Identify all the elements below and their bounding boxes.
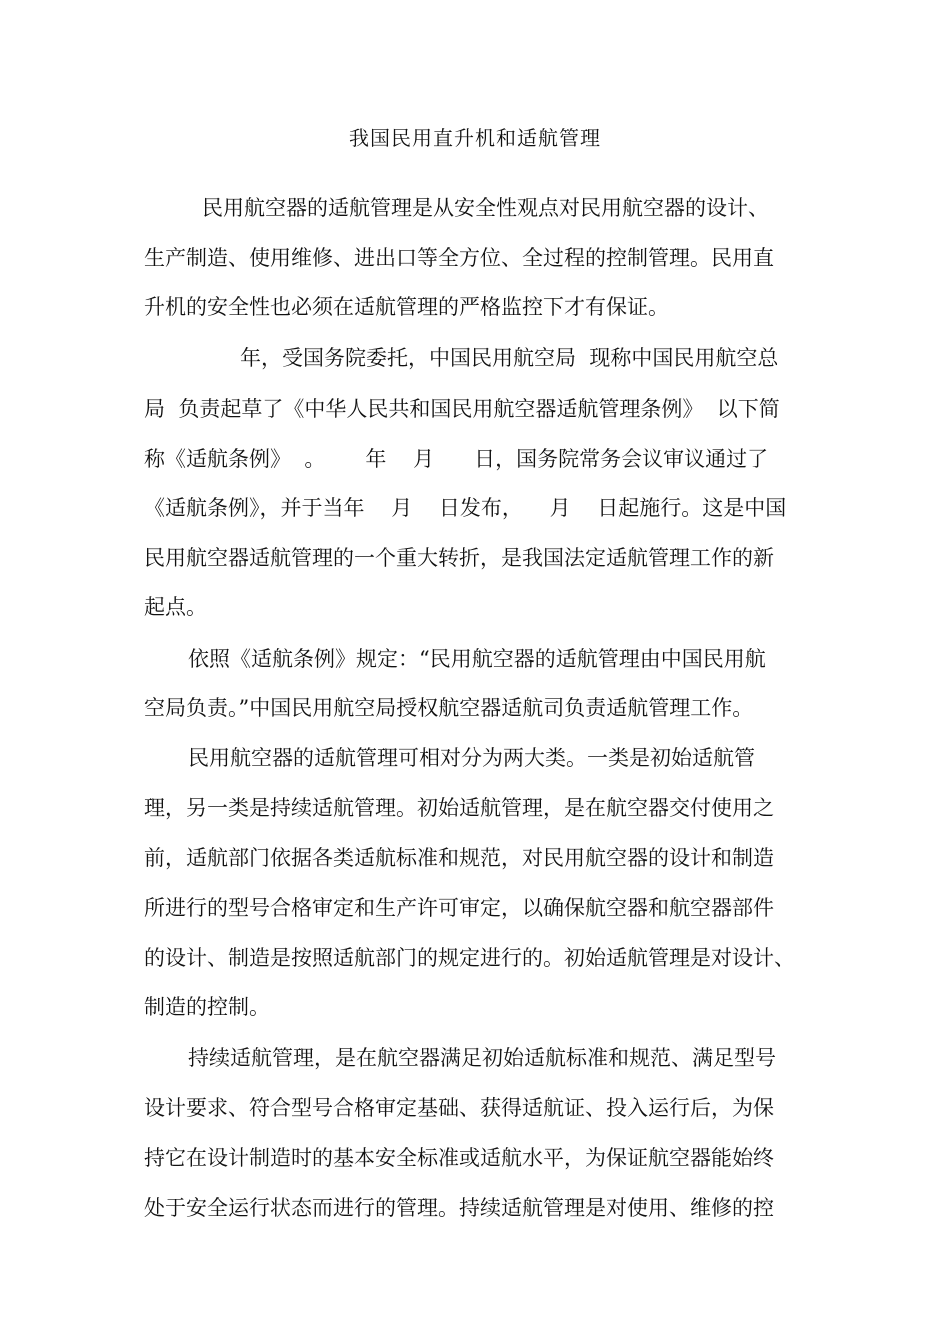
text-line: 理，另一类是持续适航管理。初始适航管理，是在航空器交付使用之	[144, 796, 774, 820]
text-line: 《适航条例》，并于当年 月 日发布， 月 日起施行。这是中国	[144, 496, 787, 520]
text-line: 依照《适航条例》规定：“民用航空器的适航管理由中国民用航	[188, 647, 766, 671]
text-line: 空局负责。”中国民用航空局授权航空器适航司负责适航管理工作。	[144, 696, 754, 720]
text-line: 升机的安全性也必须在适航管理的严格监控下才有保证。	[144, 295, 669, 319]
text-line: 生产制造、使用维修、进出口等全方位、全过程的控制管理。民用直	[144, 246, 774, 270]
text-line: 民用航空器的适航管理可相对分为两大类。一类是初始适航管	[188, 746, 755, 770]
text-line: 设计要求、符合型号合格审定基础、获得适航证、投入运行后，为保	[144, 1096, 774, 1120]
text-line: 所进行的型号合格审定和生产许可审定，以确保航空器和航空器部件	[144, 896, 774, 920]
text-line: 局 负责起草了《中华人民共和国民用航空器适航管理条例》 以下简	[144, 397, 780, 421]
text-line: 年，受国务院委托，中国民用航空局 现称中国民用航空总	[240, 346, 779, 370]
text-line: 民用航空器适航管理的一个重大转折，是我国法定适航管理工作的新	[144, 546, 774, 570]
text-line: 持它在设计制造时的基本安全标准或适航水平，为保证航空器能始终	[144, 1146, 774, 1170]
document-title: 我国民用直升机和适航管理	[349, 126, 601, 150]
text-line: 持续适航管理，是在航空器满足初始适航标准和规范、满足型号	[188, 1046, 776, 1070]
text-line: 处于安全运行状态而进行的管理。持续适航管理是对使用、维修的控	[144, 1196, 774, 1220]
text-line: 制造的控制。	[144, 995, 270, 1019]
text-line: 前，适航部门依据各类适航标准和规范，对民用航空器的设计和制造	[144, 846, 774, 870]
text-line: 称《适航条例》 。 年 月 日，国务院常务会议审议通过了	[144, 447, 769, 471]
text-line: 的设计、制造是按照适航部门的规定进行的。初始适航管理是对设计、	[144, 946, 795, 970]
text-line: 民用航空器的适航管理是从安全性观点对民用航空器的设计、	[202, 196, 769, 220]
text-line: 起点。	[144, 595, 207, 619]
